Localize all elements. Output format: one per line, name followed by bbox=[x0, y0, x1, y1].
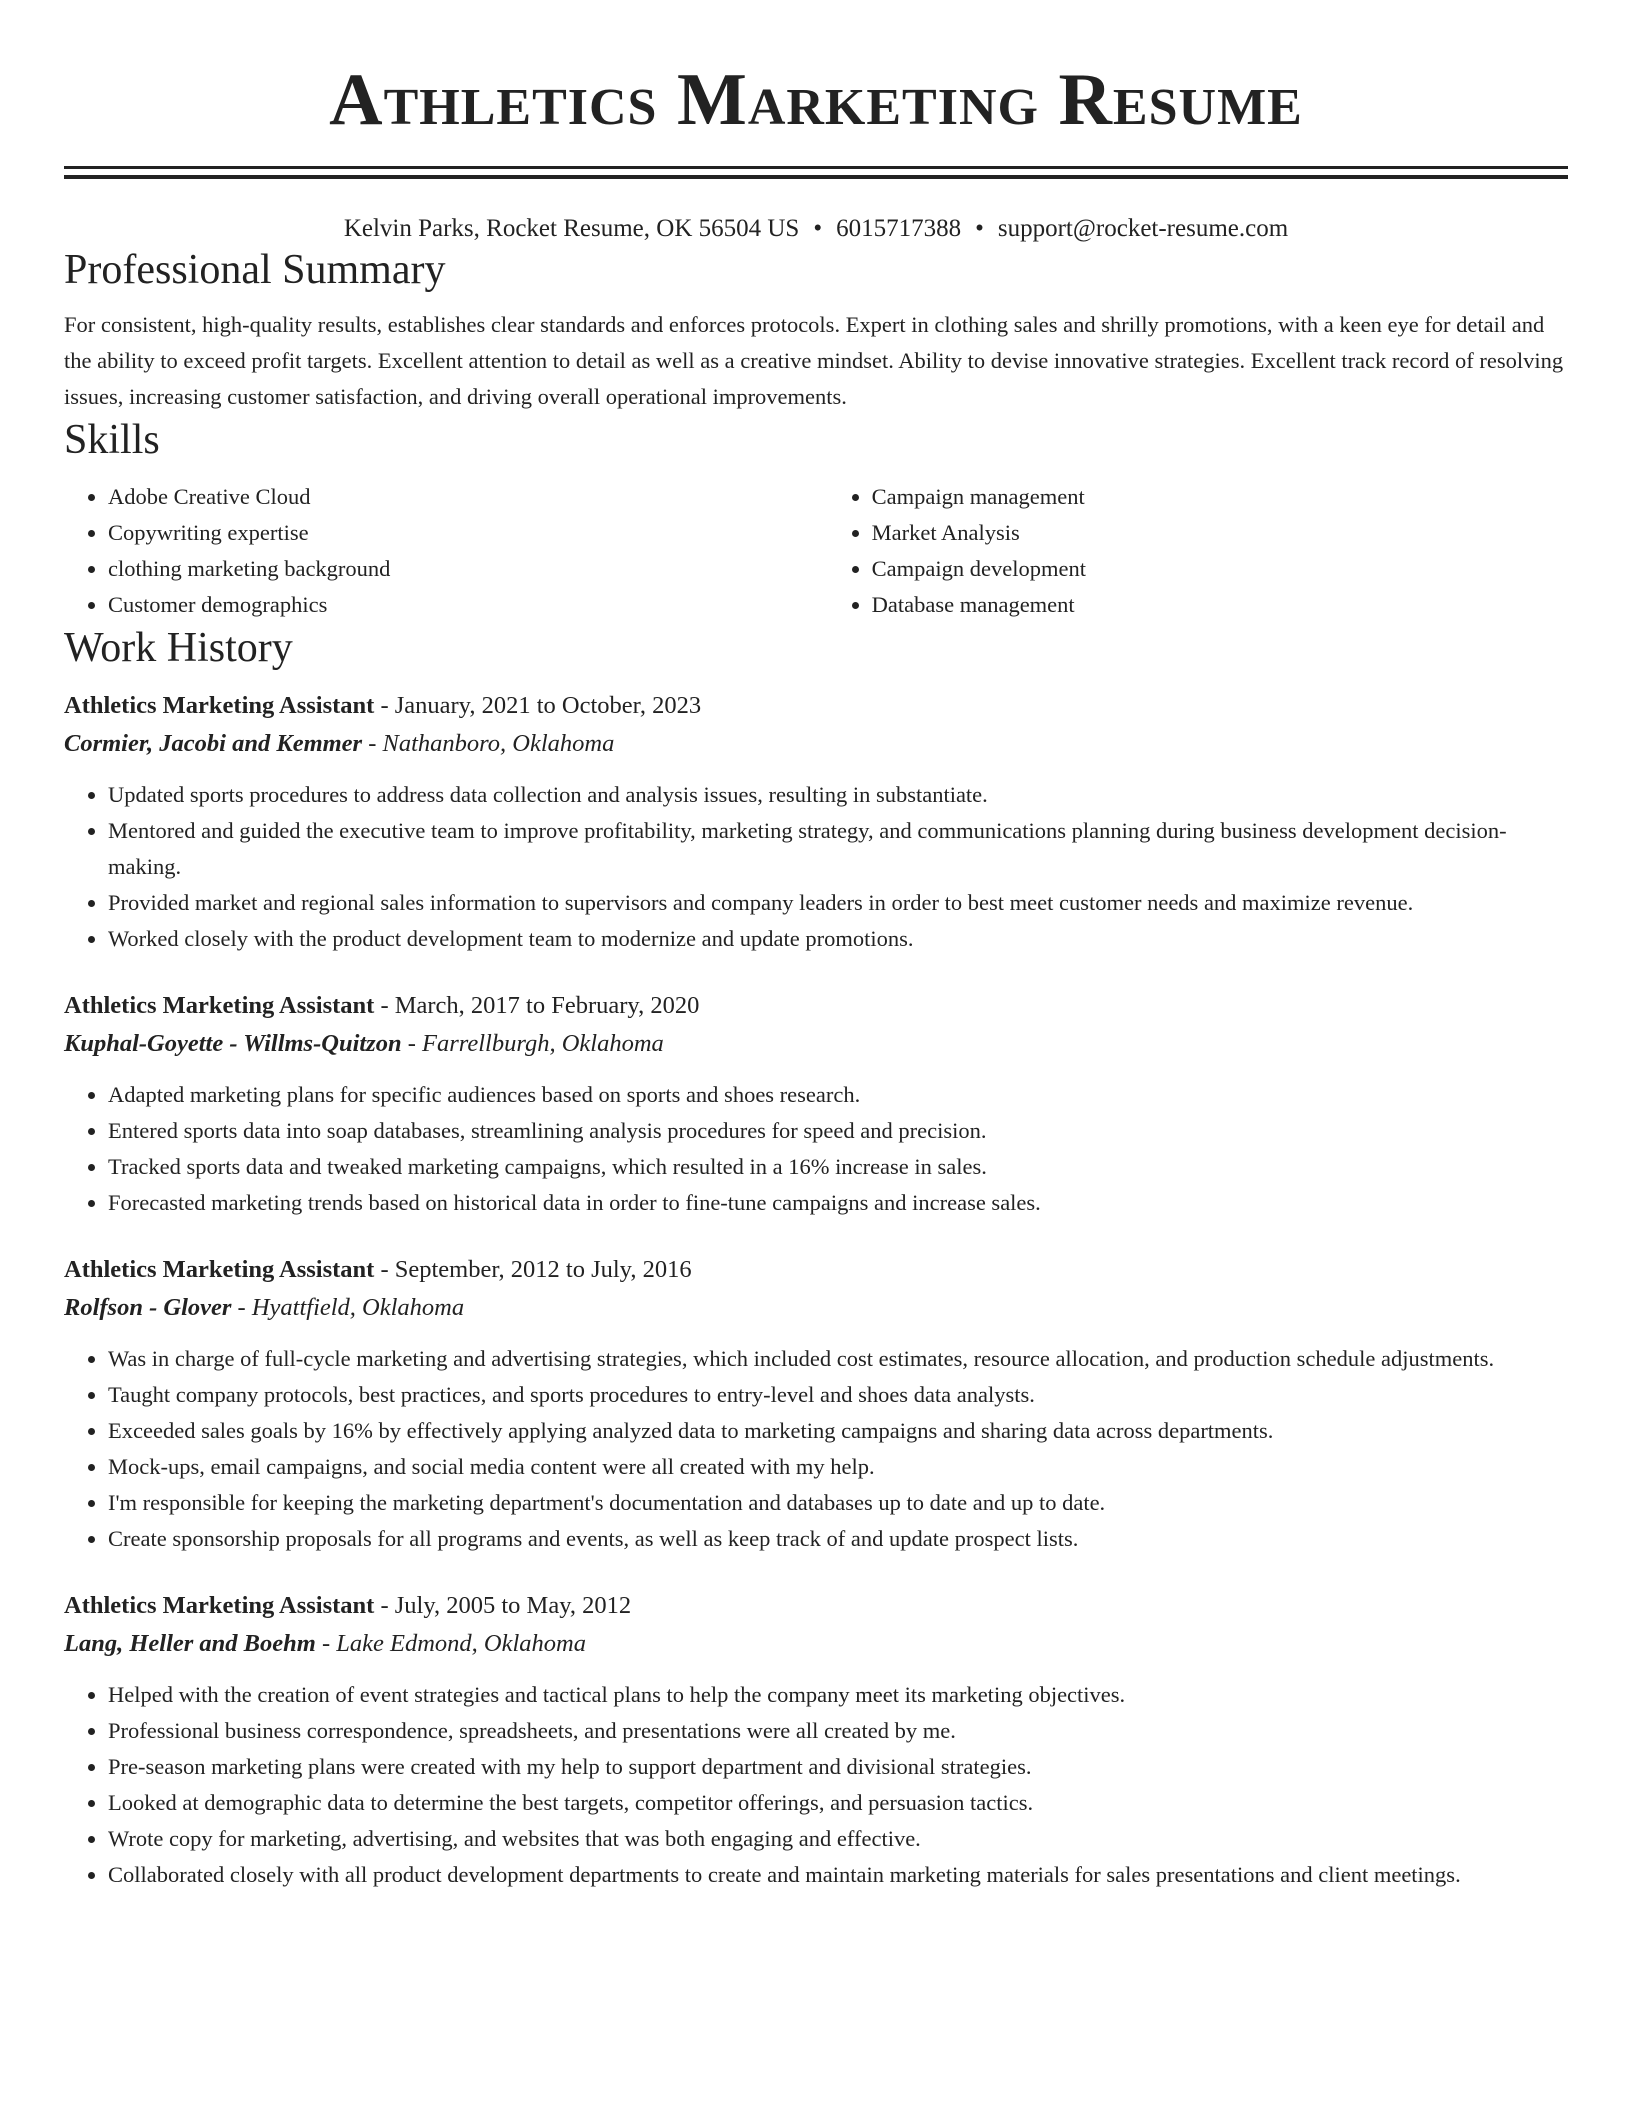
company-location: - Nathanboro, Oklahoma bbox=[362, 730, 615, 757]
job-bullet: • Mock-ups, email campaigns, and social media content were all created with my help. bbox=[108, 1449, 1568, 1485]
job-title-line bbox=[64, 1251, 1568, 1289]
skills-list bbox=[64, 479, 1568, 623]
job-dates: - January, 2021 to October, 2023 bbox=[374, 692, 702, 719]
document-title: Athletics Marketing Resume bbox=[329, 59, 1303, 141]
skills-column-right bbox=[828, 479, 1568, 623]
job-bullet: • Create sponsorship proposals for all programs and events, as well as keep track of and update prospect lists. bbox=[108, 1521, 1568, 1557]
job-bullet: • Provided market and regional sales information to supervisors and company leaders in order to best meet customer needs and maximize revenue. bbox=[108, 885, 1568, 921]
job-bullet: • Updated sports procedures to address data collection and analysis issues, resulting in substantiate. bbox=[108, 777, 1568, 813]
company-line bbox=[64, 725, 1568, 763]
company-line bbox=[64, 1625, 1568, 1663]
job-bullet: • I'm responsible for keeping the marketing department's documentation and databases up to date and up to date. bbox=[108, 1485, 1568, 1521]
job-title-line bbox=[64, 987, 1568, 1025]
skills-column-left bbox=[64, 479, 828, 623]
job-bullet: • Helped with the creation of event strategies and tactical plans to help the company meet its marketing objectives. bbox=[108, 1677, 1568, 1713]
company-line bbox=[64, 1289, 1568, 1327]
skill-item: • Market Analysis bbox=[872, 515, 1568, 551]
summary-heading: Professional Summary bbox=[64, 247, 446, 293]
job-bullet: • Pre-season marketing plans were created with my help to support department and divisional strategies. bbox=[108, 1749, 1568, 1785]
job-title-line bbox=[64, 1587, 1568, 1625]
job-bullet: • Adapted marketing plans for specific audiences based on sports and shoes research. bbox=[108, 1077, 1568, 1113]
contact-separator: • bbox=[813, 215, 823, 242]
job-bullet: • Mentored and guided the executive team to improve profitability, marketing strategy, and communications planning during business development decision-making. bbox=[108, 813, 1568, 885]
company-location: - Hyattfield, Oklahoma bbox=[231, 1294, 465, 1321]
job-entry bbox=[64, 1587, 1568, 1893]
skill-item: • Campaign management bbox=[872, 479, 1568, 515]
company-name: Kuphal-Goyette - Willms-Quitzon bbox=[64, 1030, 402, 1057]
contact-separator: • bbox=[975, 215, 984, 242]
company-location: - Farrellburgh, Oklahoma bbox=[401, 1030, 664, 1057]
job-bullet: • Collaborated closely with all product development departments to create and maintain marketing materials for sales presentations and client meetings. bbox=[108, 1857, 1568, 1893]
job-entry bbox=[64, 1251, 1568, 1557]
job-bullet: • Was in charge of full-cycle marketing and advertising strategies, which included cost estimates, resource allocation, and production schedule adjustments. bbox=[108, 1341, 1568, 1377]
skill-item: • Copywriting expertise bbox=[108, 515, 828, 551]
job-bullet: • Worked closely with the product development team to modernize and update promotions. bbox=[108, 921, 1568, 957]
job-bullets bbox=[64, 1077, 1568, 1221]
job-title: Athletics Marketing Assistant bbox=[64, 692, 375, 719]
job-dates: - March, 2017 to February, 2020 bbox=[374, 992, 700, 1019]
work-history-heading: Work History bbox=[64, 625, 293, 671]
job-bullets bbox=[64, 1677, 1568, 1893]
company-name: Cormier, Jacobi and Kemmer bbox=[64, 730, 363, 757]
skill-item: • Customer demographics bbox=[108, 587, 828, 623]
resume-page bbox=[64, 0, 1568, 1893]
company-name: Lang, Heller and Boehm bbox=[64, 1630, 316, 1657]
job-bullet: • Professional business correspondence, spreadsheets, and presentations were all created by me. bbox=[108, 1713, 1568, 1749]
job-title-line bbox=[64, 687, 1568, 725]
company-name: Rolfson - Glover bbox=[64, 1294, 232, 1321]
job-title: Athletics Marketing Assistant bbox=[64, 1592, 375, 1619]
contact-email: support@rocket-resume.com bbox=[997, 215, 1289, 242]
contact-phone: 6015717388 bbox=[836, 215, 962, 242]
skill-item: • Adobe Creative Cloud bbox=[108, 479, 828, 515]
skill-item: • Campaign development bbox=[872, 551, 1568, 587]
job-bullet: • Tracked sports data and tweaked marketing campaigns, which resulted in a 16% increase in sales. bbox=[108, 1149, 1568, 1185]
job-entry bbox=[64, 687, 1568, 957]
job-title: Athletics Marketing Assistant bbox=[64, 1256, 375, 1283]
contact-line bbox=[64, 213, 1568, 245]
job-dates: - September, 2012 to July, 2016 bbox=[374, 1256, 692, 1283]
title-rule-top bbox=[64, 166, 1568, 169]
job-entry bbox=[64, 987, 1568, 1221]
job-bullet: • Forecasted marketing trends based on historical data in order to fine-tune campaigns and increase sales. bbox=[108, 1185, 1568, 1221]
job-bullet: • Entered sports data into soap databases, streamlining analysis procedures for speed and precision. bbox=[108, 1113, 1568, 1149]
company-location: - Lake Edmond, Oklahoma bbox=[315, 1630, 586, 1657]
summary-text: For consistent, high-quality results, establishes clear standards and enforces protocols. Expert in clothing sales and shrilly promotions, with a keen eye for detail and the ability to exceed profit targets. Excellent attention to detail as well as a creative mindset. Ability to devise innovative strategies. Excellent track record of resolving issues, increasing customer satisfaction, and driving overall operational improvements. bbox=[64, 312, 1564, 409]
job-bullet: • Taught company protocols, best practices, and sports procedures to entry-level and shoes data analysts. bbox=[108, 1377, 1568, 1413]
contact-address: Kelvin Parks, Rocket Resume, OK 56504 US bbox=[343, 215, 800, 242]
job-bullet: • Wrote copy for marketing, advertising, and websites that was both engaging and effective. bbox=[108, 1821, 1568, 1857]
skill-item: • clothing marketing background bbox=[108, 551, 828, 587]
title-rule-bottom bbox=[64, 175, 1568, 179]
company-line bbox=[64, 1025, 1568, 1063]
skills-heading: Skills bbox=[64, 417, 160, 463]
job-dates: - July, 2005 to May, 2012 bbox=[374, 1592, 632, 1619]
job-bullet: • Exceeded sales goals by 16% by effectively applying analyzed data to marketing campaigns and sharing data across departments. bbox=[108, 1413, 1568, 1449]
skill-item: • Database management bbox=[872, 587, 1568, 623]
job-bullet: • Looked at demographic data to determine the best targets, competitor offerings, and persuasion tactics. bbox=[108, 1785, 1568, 1821]
job-bullets bbox=[64, 1341, 1568, 1557]
job-bullets bbox=[64, 777, 1568, 957]
job-title: Athletics Marketing Assistant bbox=[64, 992, 375, 1019]
